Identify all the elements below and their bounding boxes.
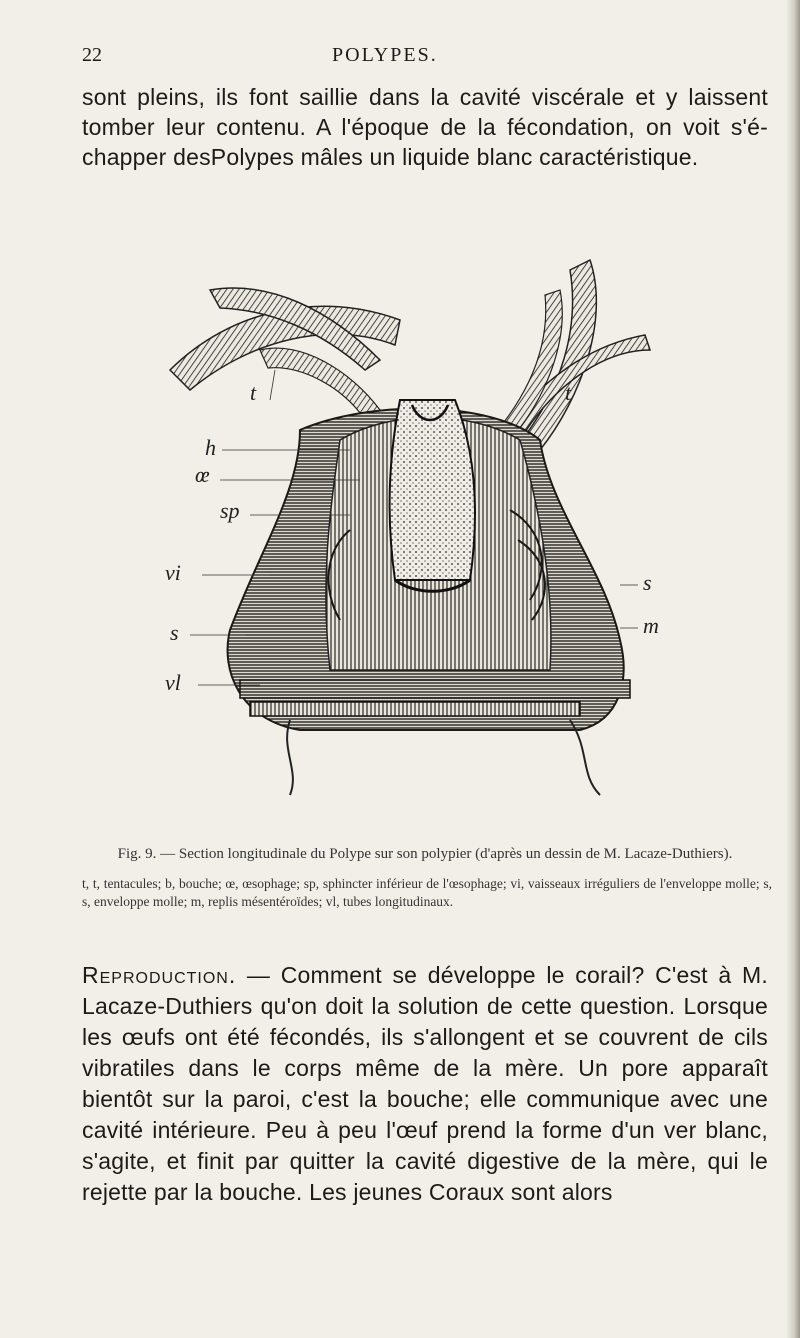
label-h: h — [205, 435, 216, 460]
oesophagus — [390, 400, 475, 580]
page-number: 22 — [82, 44, 102, 66]
figure-legend: t, t, tentacules; b, bouche; œ, œsophage; sp, sphincter inférieur de l'œsophage; vi, vaisseaux irréguliers de l'enveloppe molle; s, s, enveloppe molle; m, replis mésentéroïdes; vl, tubes longitudinaux. — [82, 876, 772, 909]
label-vi: vi — [165, 560, 181, 585]
label-m: m — [643, 613, 659, 638]
paragraph-reproduction — [82, 960, 768, 1208]
label-vl: vl — [165, 670, 181, 695]
label-s-left: s — [170, 620, 179, 645]
polyp-section-figure — [150, 250, 670, 810]
label-s-right: s — [643, 570, 652, 595]
tentacles-left — [170, 288, 400, 418]
paragraph-top: sont pleins, ils font saillie dans la cavité viscérale et y laissent tomber leur contenu. A l'époque de la fécondation, on voit s'é-chapper desPolypes mâles un liquide blanc caractéristique. — [82, 84, 768, 170]
tentacles-right — [498, 260, 650, 450]
running-title: POLYPES. — [332, 44, 438, 66]
section-heading-reproduction: Reproduction. — [82, 962, 237, 988]
label-sp: sp — [220, 498, 240, 523]
polyp-section-illustration — [150, 250, 670, 810]
longitudinal-tubes — [240, 680, 630, 795]
figure-caption: Fig. 9. — Section longitudinale du Polype sur son polypier (d'après un dessin de M. Lacaze-Duthiers). — [117, 846, 733, 862]
label-t-right: t — [565, 380, 572, 405]
page-header — [82, 44, 722, 74]
label-oe: œ — [195, 462, 210, 487]
label-t-left: t — [250, 380, 257, 405]
page-edge-shadow — [786, 0, 800, 1338]
paragraph-reproduction-text: — Comment se développe le corail? C'est à M. Lacaze-Duthiers qu'on doit la solution de cette question. Lorsque les œufs ont été fécondés, ils s'allongent et se couvrent de cils vibratiles dans le corps même de la mère. Un pore apparaît bientôt sur la paroi, c'est la bouche; elle communique avec une cavité intérieure. Peu à peu l'œuf prend la forme d'un ver blanc, s'agite, et finit par quitter la cavité digestive de la mère, qui le rejette par la bouche. Les jeunes Coraux sont alors — [82, 962, 768, 1205]
